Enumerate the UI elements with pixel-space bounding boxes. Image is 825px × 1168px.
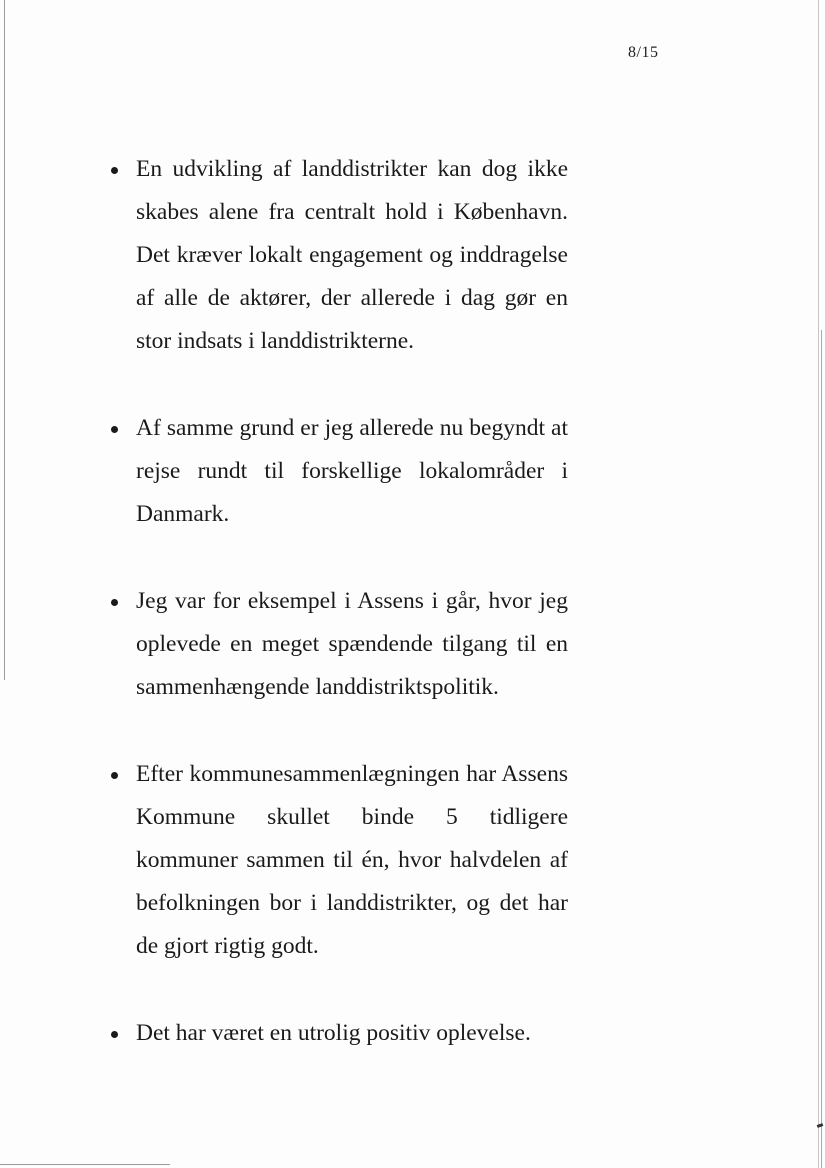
bullet-text: Af samme grund er jeg allerede nu begyndt at rejse rundt til forskellige lokalområder i Danmark.: [136, 415, 568, 527]
bullet-dot-icon: [111, 599, 118, 606]
bullet-item: [108, 148, 568, 363]
bullet-dot-icon: [111, 1031, 118, 1038]
bullet-dot-icon: [111, 426, 118, 433]
scan-edge-right-inner: [821, 330, 822, 1168]
scan-mark: [817, 1123, 824, 1128]
scan-edge-right: [818, 0, 819, 1168]
bullet-dot-icon: [111, 772, 118, 779]
bullet-text: Jeg var for eksempel i Assens i går, hvor jeg oplevede en meget spændende tilgang til en sammenhængende landdistriktspolitik.: [136, 588, 568, 700]
bullet-item: [108, 407, 568, 536]
bullet-item: [108, 1012, 568, 1055]
bullet-text: Det har været en utrolig positiv oplevelse.: [136, 1020, 531, 1046]
scan-edge-bottom: [0, 1164, 170, 1165]
bullet-dot-icon: [111, 167, 118, 174]
bullet-list: [108, 148, 568, 1099]
page-number: 8/15: [628, 44, 659, 61]
scan-edge-left: [4, 0, 5, 680]
bullet-item: [108, 753, 568, 968]
bullet-text: En udvikling af landdistrikter kan dog ikke skabes alene fra centralt hold i København. Det kræver lokalt engagement og inddragelse af alle de aktører, der allerede i dag gør en stor indsats i landdistrikterne.: [136, 156, 568, 354]
bullet-text: Efter kommunesammenlægningen har Assens Kommune skullet binde 5 tidligere kommuner sammen til én, hvor halvdelen af befolkningen bor i landdistrikter, og det har de gjort rigtig godt.: [136, 761, 568, 959]
bullet-item: [108, 580, 568, 709]
